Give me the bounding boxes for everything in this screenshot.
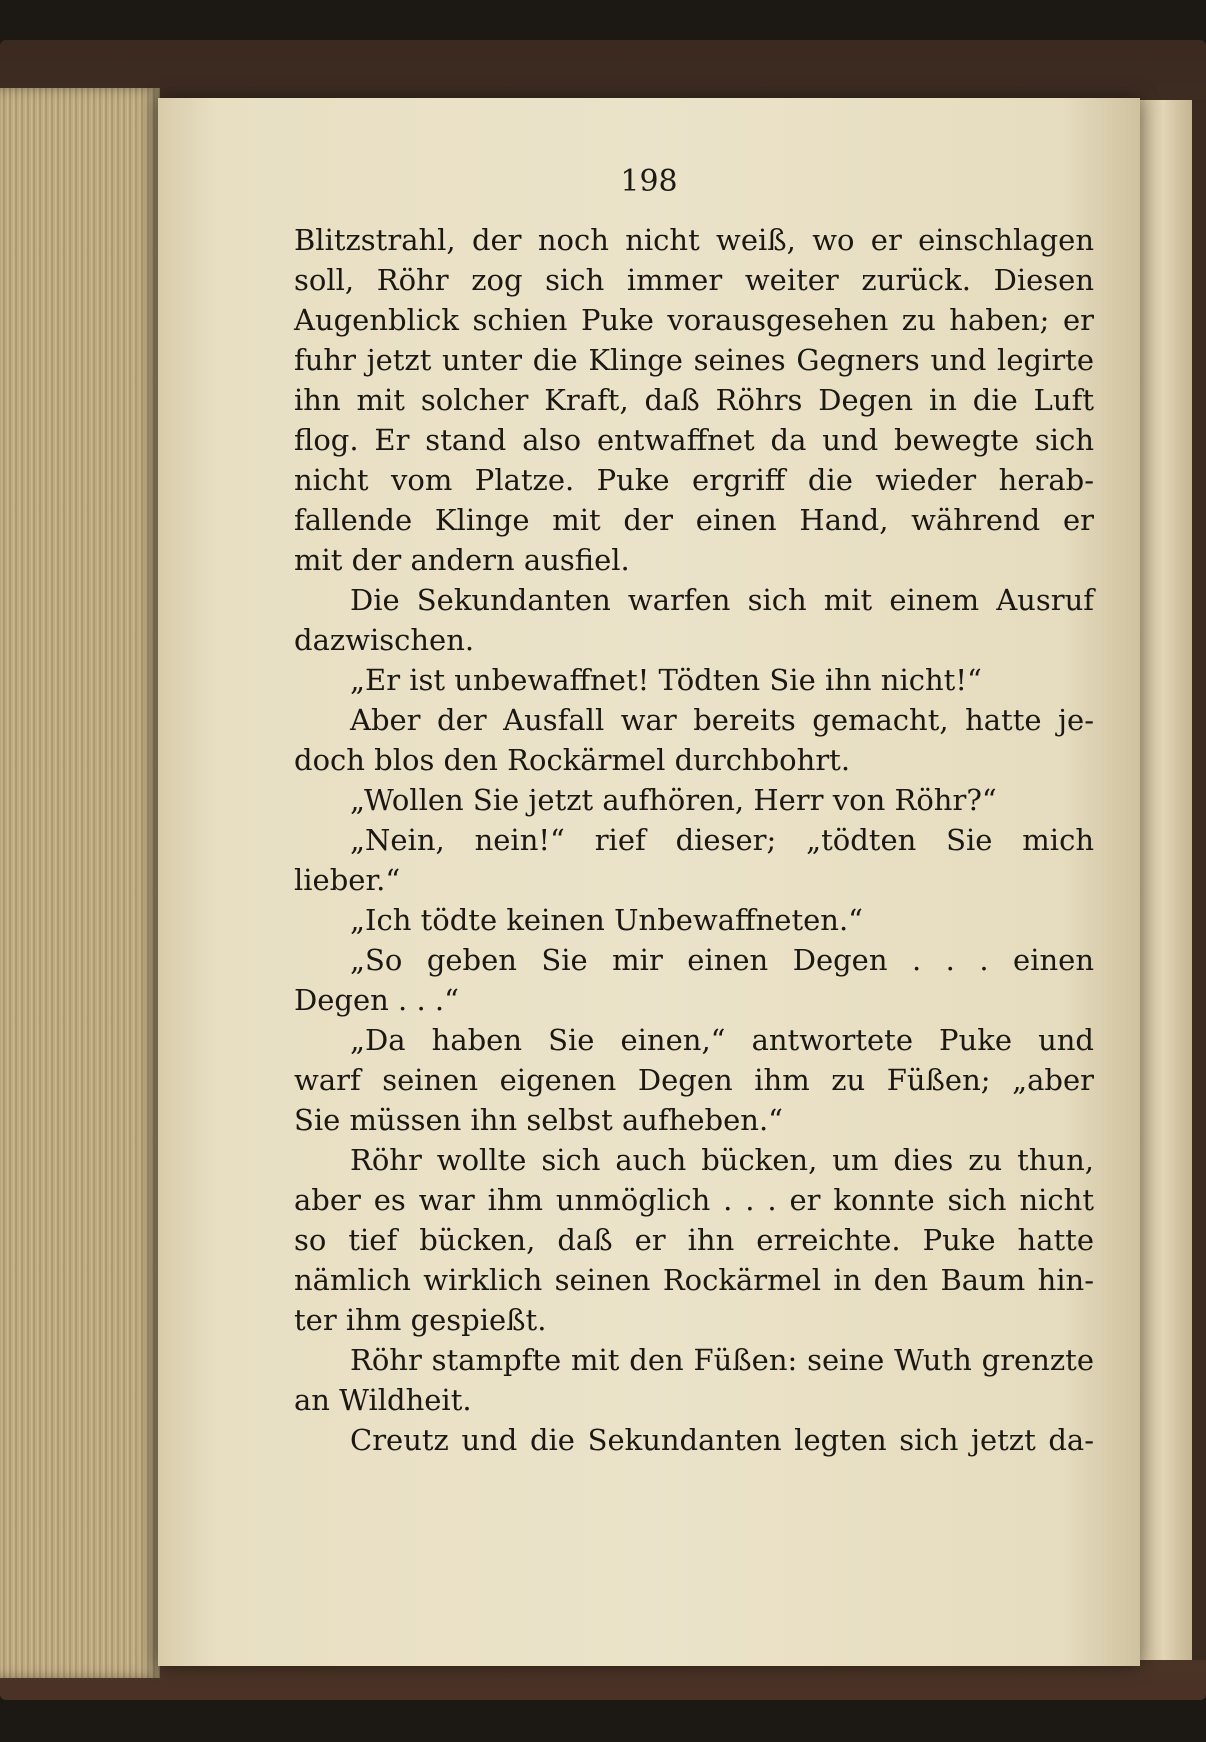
text-line: nämlich wirklich seinen Rockärmel in den Baum hin- [294,1263,1094,1297]
page-number: 198 [620,164,678,199]
text-line: Röhr stampfte mit den Füßen: seine Wuth grenzte [350,1343,1094,1377]
text-line: „Ich tödte keinen Unbewaffneten.“ [350,903,864,937]
text-line: fuhr jetzt unter die Klinge seines Gegners und legirte [294,343,1094,377]
text-line: Sie müssen ihn selbst aufheben.“ [294,1103,783,1137]
text-line: so tief bücken, daß er ihn erreichte. Puke hatte [294,1223,1094,1257]
text-line: Augenblick schien Puke vorausgesehen zu haben; er [294,303,1094,337]
text-line: flog. Er stand also entwaffnet da und bewegte sich [294,423,1094,457]
text-line: Röhr wollte sich auch bücken, um dies zu thun, [350,1143,1094,1177]
text-line: mit der andern ausfiel. [294,543,630,577]
page-stack-right [1140,100,1206,1660]
book-page [158,98,1140,1666]
text-line: Aber der Ausfall war bereits gemacht, hatte je- [350,703,1094,737]
text-line: ihn mit solcher Kraft, daß Röhrs Degen in die Luft [294,383,1094,417]
page-stack-left [0,88,160,1678]
text-line: „So geben Sie mir einen Degen . . . einen [350,943,1094,977]
text-line: lieber.“ [294,863,401,897]
text-line: dazwischen. [294,623,475,657]
text-line: nicht vom Platze. Puke ergriff die wieder herab- [294,463,1094,497]
text-line: „Da haben Sie einen,“ antwortete Puke und [350,1023,1094,1057]
text-line: ter ihm gespießt. [294,1303,547,1337]
text-line: an Wildheit. [294,1383,472,1417]
text-line: fallende Klinge mit der einen Hand, während er [294,503,1094,537]
text-line: warf seinen eigenen Degen ihm zu Füßen; „aber [294,1063,1094,1097]
page-text-body [294,220,1094,1460]
text-line: doch blos den Rockärmel durchbohrt. [294,743,851,777]
text-line: aber es war ihm unmöglich . . . er konnte sich nicht [294,1183,1094,1217]
text-line: „Nein, nein!“ rief dieser; „tödten Sie mich [350,823,1094,857]
text-line: „Er ist unbewaffnet! Tödten Sie ihn nicht!“ [350,663,982,697]
text-line: „Wollen Sie jetzt aufhören, Herr von Röhr?“ [350,783,997,817]
text-line: Die Sekundanten warfen sich mit einem Ausruf [350,583,1094,617]
text-line: Degen . . .“ [294,983,459,1017]
text-line: Blitzstrahl, der noch nicht weiß, wo er einschlagen [294,223,1094,257]
text-line: Creutz und die Sekundanten legten sich jetzt da- [350,1423,1094,1457]
text-line: soll, Röhr zog sich immer weiter zurück. Diesen [294,263,1094,297]
